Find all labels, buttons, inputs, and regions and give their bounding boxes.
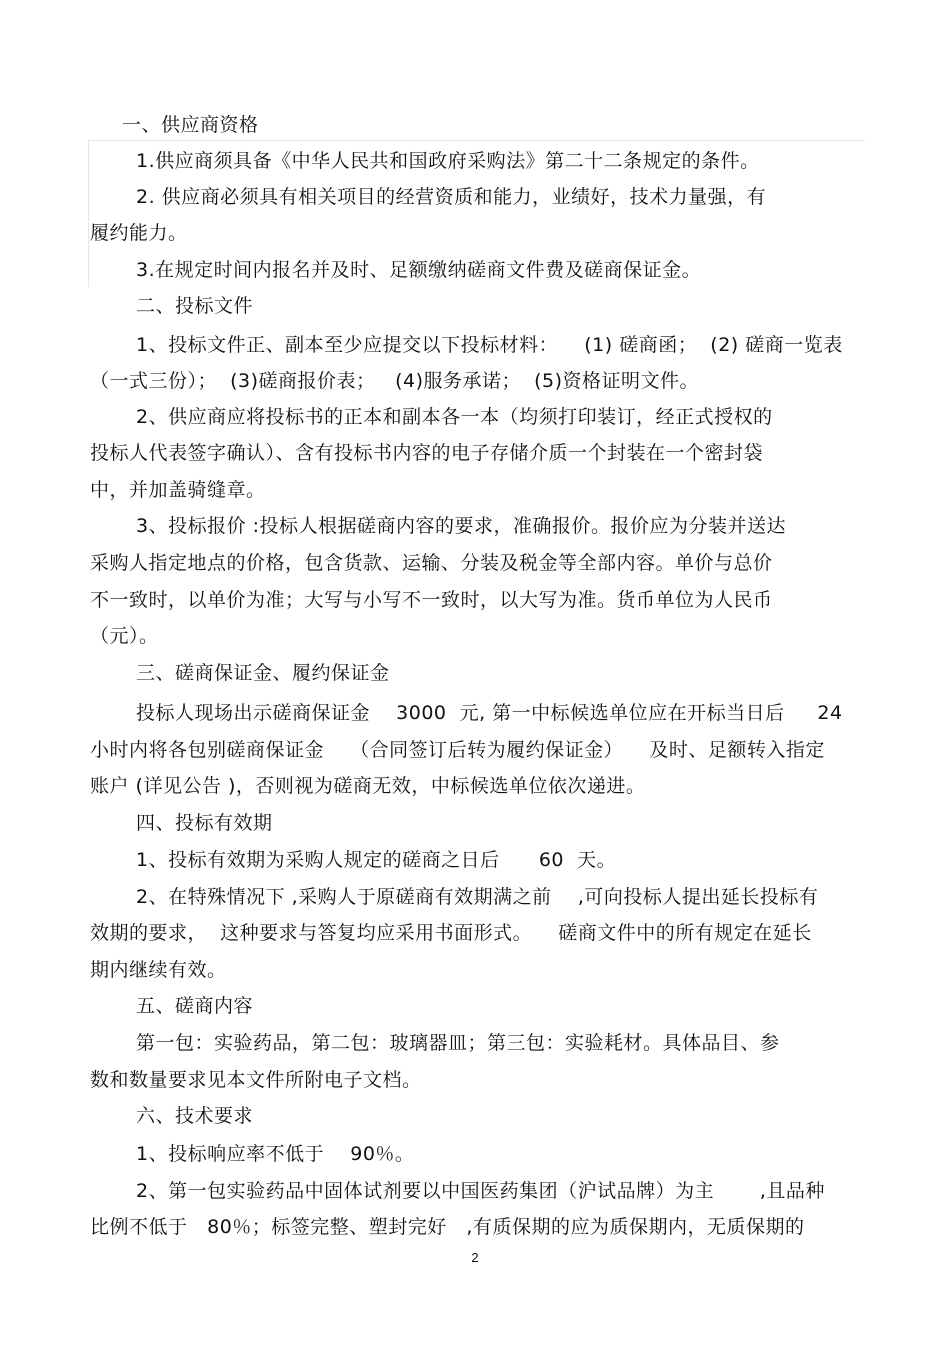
paragraph-line: 采购人指定地点的价格，包含货款、运输、分装及税金等全部内容。单价与总价 xyxy=(90,552,773,574)
paragraph-line: 效期的要求， 这种要求与答复均应采用书面形式。 磋商文件中的所有规定在延长 xyxy=(90,922,812,944)
paragraph-line: 不一致时，以单价为准；大写与小写不一致时，以大写为准。货币单位为人民币 xyxy=(90,589,773,611)
paragraph-line: （一式三份）； (3)磋商报价表； (4)服务承诺； (5)资格证明文件。 xyxy=(90,370,700,392)
section-heading: 五、磋商内容 xyxy=(136,995,254,1017)
section-heading: 四、投标有效期 xyxy=(136,812,273,834)
section-heading: 一、供应商资格 xyxy=(122,114,259,136)
paragraph-line: 2、供应商应将投标书的正本和副本各一本（均须打印装订，经正式授权的 xyxy=(136,406,773,428)
paragraph-line: 数和数量要求见本文件所附电子文档。 xyxy=(90,1069,422,1091)
paragraph-line: 中，并加盖骑缝章。 xyxy=(90,479,266,501)
paragraph-line: 履约能力。 xyxy=(90,222,188,244)
paragraph-line: 第一包：实验药品，第二包：玻璃器皿；第三包：实验耗材。具体品目、参 xyxy=(136,1032,780,1054)
paragraph-line: 2、在特殊情况下 ,采购人于原磋商有效期满之前 ,可向投标人提出延长投标有 xyxy=(136,886,819,908)
paragraph-line: 投标人现场出示磋商保证金 3000 元, 第一中标候选单位应在开标当日后 24 xyxy=(136,702,843,724)
page-number: 2 xyxy=(471,1250,479,1265)
paragraph-line: 比例不低于 80％；标签完整、塑封完好 ,有质保期的应为质保期内，无质保期的 xyxy=(90,1216,805,1238)
paragraph-line: 小时内将各包别磋商保证金 （合同签订后转为履约保证金） 及时、足额转入指定 xyxy=(90,739,825,761)
paragraph-line: 投标人代表签字确认）、含有投标书内容的电子存储介质一个封装在一个密封袋 xyxy=(90,442,764,464)
paragraph-line: 1、投标有效期为采购人规定的磋商之日后 60 天。 xyxy=(136,849,617,871)
section-heading: 二、投标文件 xyxy=(136,295,254,317)
paragraph-line: 期内继续有效。 xyxy=(90,959,227,981)
paragraph-line: 3、投标报价 :投标人根据磋商内容的要求，准确报价。报价应为分装并送达 xyxy=(136,515,787,537)
section-heading: 三、磋商保证金、履约保证金 xyxy=(136,662,390,684)
paragraph-line: 3.在规定时间内报名并及时、足额缴纳磋商文件费及磋商保证金。 xyxy=(136,259,702,281)
paragraph-line: 1、投标响应率不低于 90％。 xyxy=(136,1143,415,1165)
paragraph-line: 1.供应商须具备《中华人民共和国政府采购法》第二十二条规定的条件。 xyxy=(136,150,760,172)
paragraph-line: 2、第一包实验药品中固体试剂要以中国医药集团（沪试品牌）为主 ,且品种 xyxy=(136,1180,825,1202)
paragraph-line: （元）。 xyxy=(90,625,159,647)
section-heading: 六、技术要求 xyxy=(136,1105,254,1127)
paragraph-line: 1、投标文件正、副本至少应提交以下投标材料： (1) 磋商函； (2) 磋商一览表 xyxy=(136,334,843,356)
paragraph-line: 2. 供应商必须具有相关项目的经营资质和能力，业绩好，技术力量强，有 xyxy=(136,186,767,208)
paragraph-line: 账户 (详见公告 )，否则视为磋商无效，中标候选单位依次递进。 xyxy=(90,775,646,797)
